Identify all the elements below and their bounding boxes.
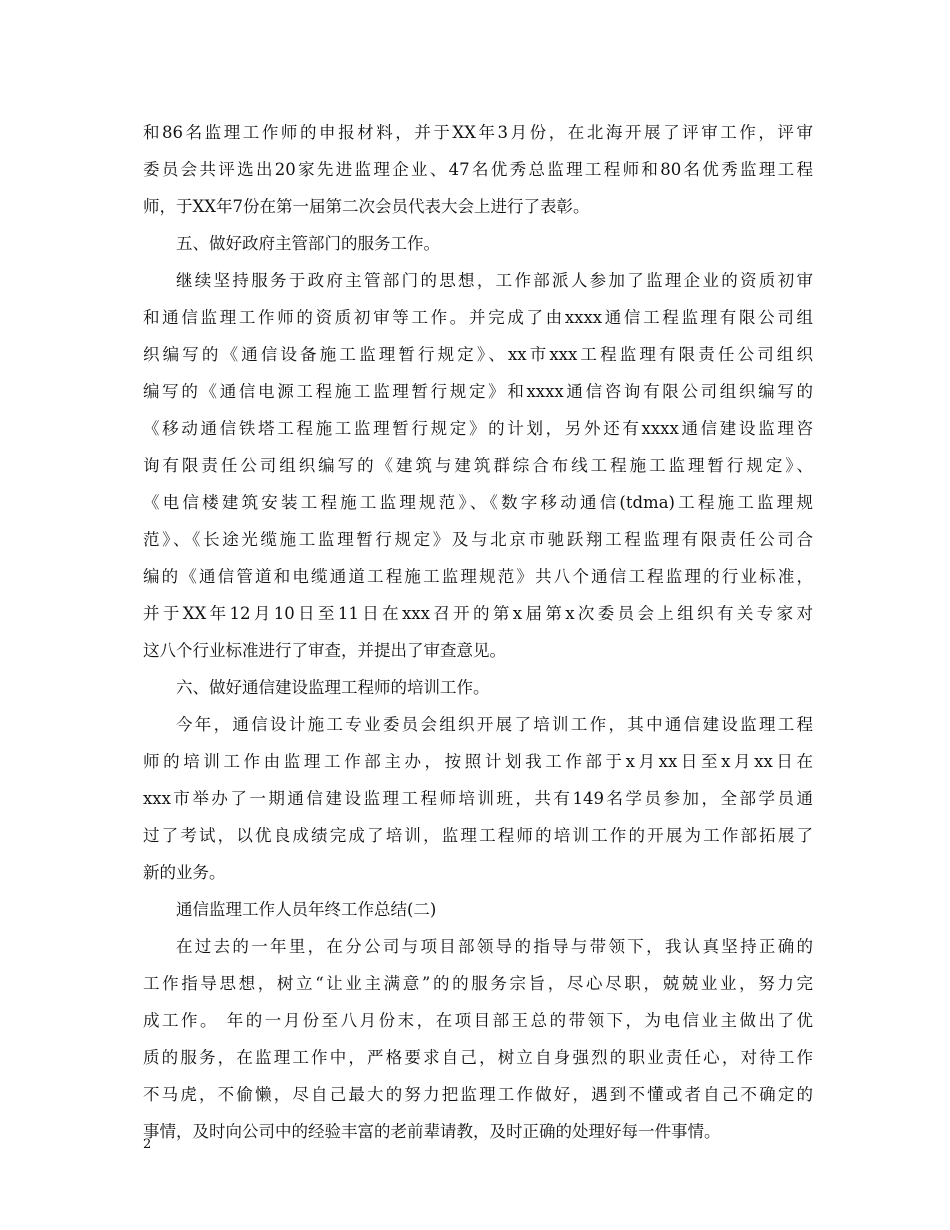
text-line: 工作指导思想，树立“让业主满意”的的服务宗旨，尽心尽职，兢兢业业，努力完 bbox=[143, 974, 813, 993]
text-line: 询有限责任公司组织编写的《建筑与建筑群综合布线工程施工监理暂行规定》、 bbox=[143, 456, 813, 475]
text-line: 事情，及时向公司中的经验丰富的老前辈请教，及时正确的处理好每一件事情。 bbox=[143, 1122, 721, 1141]
text-line: 继续坚持服务于政府主管部门的思想，工作部派人参加了监理企业的资质初审 bbox=[176, 271, 813, 290]
text-line: 质的服务，在监理工作中，严格要求自己，树立自身强烈的职业责任心，对待工作 bbox=[143, 1048, 813, 1067]
text-line: 过了考试，以优良成绩完成了培训，监理工程师的培训工作的开展为工作部拓展了 bbox=[143, 826, 813, 845]
text-line: 《电信楼建筑安装工程施工监理规范》、《数字移动通信(tdma)工程施工监理规 bbox=[143, 493, 813, 512]
text-line: 在过去的一年里，在分公司与项目部领导的指导与带领下，我认真坚持正确的 bbox=[176, 937, 813, 956]
text-line: 《移动通信铁塔工程施工监理暂行规定》的计划，另外还有xxxx通信建设监理咨 bbox=[143, 419, 813, 438]
text-line: 新的业务。 bbox=[143, 863, 226, 882]
text-line: 委员会共评选出20家先进监理企业、47名优秀总监理工程师和80名优秀监理工程 bbox=[143, 160, 813, 179]
text-line: xxx市举办了一期通信建设监理工程师培训班，共有149名学员参加，全部学员通 bbox=[143, 789, 813, 808]
page-number: 2 bbox=[143, 1137, 152, 1152]
text-line: 织编写的《通信设备施工监理暂行规定》、xx市xxx工程监理有限责任公司组织 bbox=[143, 345, 813, 364]
text-line: 通信监理工作人员年终工作总结(二) bbox=[176, 900, 437, 919]
text-line: 这八个行业标准进行了审查，并提出了审查意见。 bbox=[143, 641, 506, 660]
text-line: 今年，通信设计施工专业委员会组织开展了培训工作，其中通信建设监理工程 bbox=[176, 715, 813, 734]
text-line: 师的培训工作由监理工作部主办，按照计划我工作部于x月xx日至x月xx日在 bbox=[143, 752, 813, 771]
text-line: 和86名监理工作师的申报材料，并于XX年3月份，在北海开展了评审工作，评审 bbox=[143, 123, 813, 142]
text-line: 不马虎，不偷懒，尽自己最大的努力把监理工作做好，遇到不懂或者自己不确定的 bbox=[143, 1085, 813, 1104]
text-line: 五、做好政府主管部门的服务工作。 bbox=[176, 234, 440, 253]
text-line: 编写的《通信电源工程施工监理暂行规定》和xxxx通信咨询有限公司组织编写的 bbox=[143, 382, 813, 401]
text-line: 并于XX年12月10日至11日在xxx召开的第x届第x次委员会上组织有关专家对 bbox=[143, 604, 813, 623]
text-line: 六、做好通信建设监理工程师的培训工作。 bbox=[176, 678, 490, 697]
text-line: 编的《通信管道和电缆通道工程施工监理规范》共八个通信工程监理的行业标准， bbox=[143, 567, 813, 586]
text-line: 成工作。 年的一月份至八月份末，在项目部王总的带领下，为电信业主做出了优 bbox=[143, 1011, 813, 1030]
text-line: 师，于XX年7份在第一届第二次会员代表大会上进行了表彰。 bbox=[143, 197, 590, 216]
text-line: 和通信监理工作师的资质初审等工作。并完成了由xxxx通信工程监理有限公司组 bbox=[143, 308, 813, 327]
document-body bbox=[143, 114, 813, 1150]
text-line: 范》、《长途光缆施工监理暂行规定》及与北京市驰跃翔工程监理有限责任公司合 bbox=[143, 530, 813, 549]
